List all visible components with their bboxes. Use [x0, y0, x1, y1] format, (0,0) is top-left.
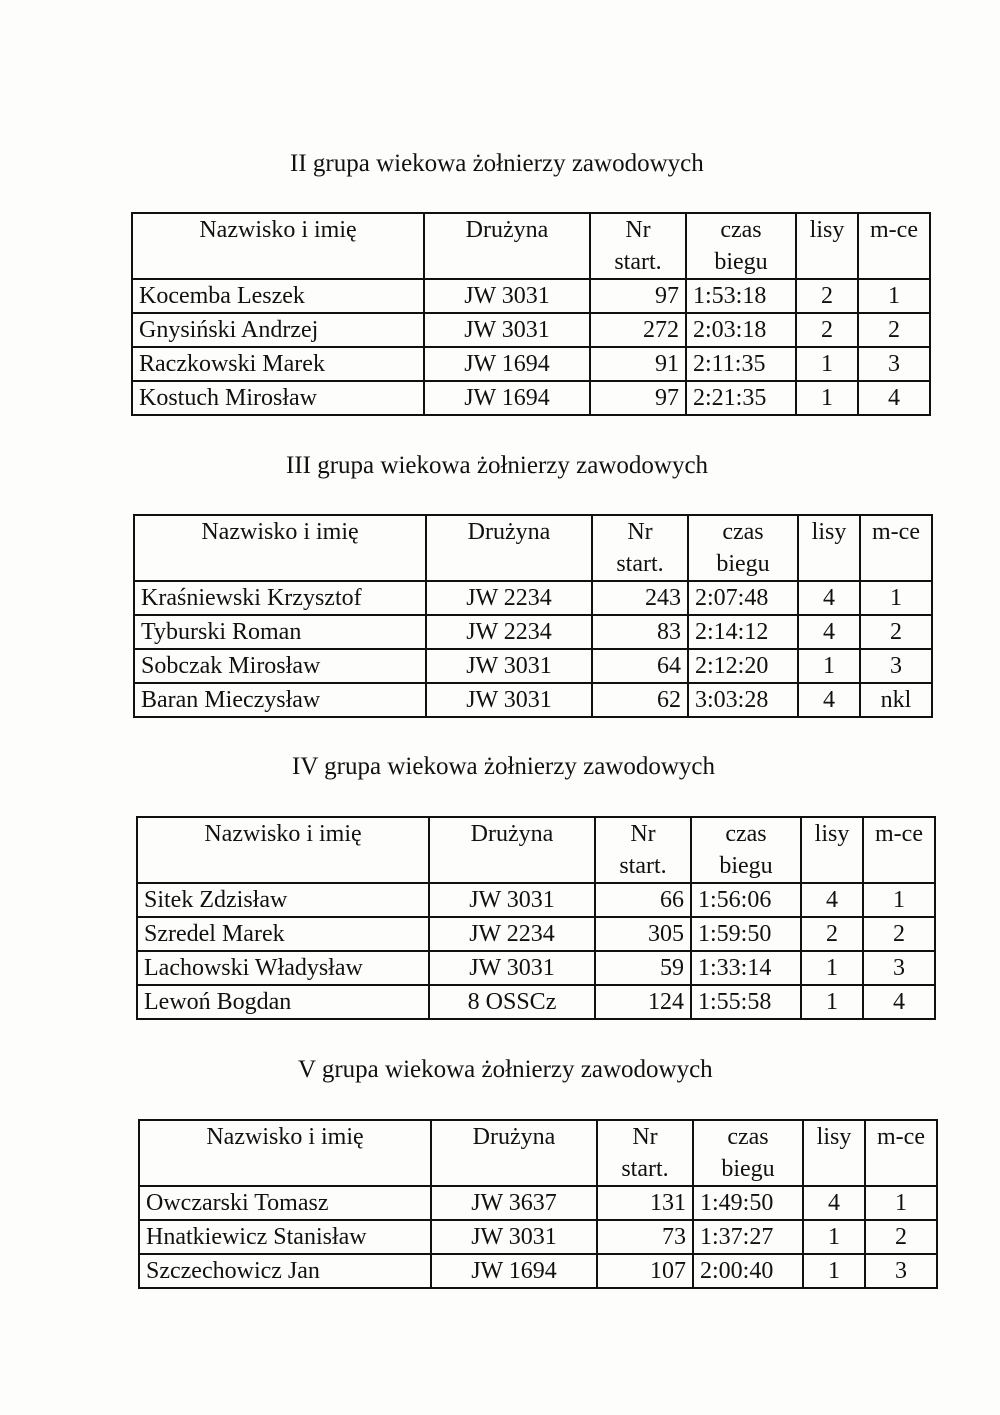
start-number-cell: 91 — [590, 347, 686, 381]
place-cell: 2 — [860, 615, 932, 649]
team-cell: JW 3637 — [431, 1186, 597, 1220]
start-number-cell: 243 — [592, 581, 688, 615]
table-row — [134, 649, 932, 683]
foxes-count-cell: 4 — [798, 581, 860, 615]
place-cell: nkl — [860, 683, 932, 717]
place-cell: 1 — [860, 581, 932, 615]
competitor-name-cell: Tyburski Roman — [134, 615, 426, 649]
place-cell: 2 — [865, 1220, 937, 1254]
results-table-group-3 — [133, 514, 933, 718]
start-number-cell: 62 — [592, 683, 688, 717]
run-time-cell: 2:14:12 — [688, 615, 798, 649]
header-start-number: Nr start. — [595, 817, 691, 883]
results-table-group-5 — [138, 1119, 938, 1289]
header-foxes: lisy — [796, 213, 858, 279]
place-cell: 1 — [863, 883, 935, 917]
table-header-row — [139, 1120, 937, 1186]
competitor-name-cell: Lachowski Władysław — [137, 951, 429, 985]
start-number-cell: 59 — [595, 951, 691, 985]
run-time-cell: 1:55:58 — [691, 985, 801, 1019]
table-row — [139, 1254, 937, 1288]
team-cell: JW 3031 — [424, 279, 590, 313]
table-row — [139, 1186, 937, 1220]
foxes-count-cell: 1 — [803, 1254, 865, 1288]
competitor-name-cell: Szredel Marek — [137, 917, 429, 951]
table-header-row — [137, 817, 935, 883]
table-row — [137, 883, 935, 917]
team-cell: JW 3031 — [426, 649, 592, 683]
competitor-name-cell: Owczarski Tomasz — [139, 1186, 431, 1220]
start-number-cell: 97 — [590, 279, 686, 313]
start-number-cell: 305 — [595, 917, 691, 951]
results-table-group-2 — [131, 212, 931, 416]
foxes-count-cell: 1 — [796, 347, 858, 381]
header-run-time: czas biegu — [688, 515, 798, 581]
foxes-count-cell: 2 — [801, 917, 863, 951]
results-table-group-4 — [136, 816, 936, 1020]
run-time-cell: 1:33:14 — [691, 951, 801, 985]
place-cell: 1 — [858, 279, 930, 313]
run-time-cell: 2:03:18 — [686, 313, 796, 347]
competitor-name-cell: Sobczak Mirosław — [134, 649, 426, 683]
header-place: m-ce — [860, 515, 932, 581]
header-team: Drużyna — [431, 1120, 597, 1186]
foxes-count-cell: 2 — [796, 313, 858, 347]
competitor-name-cell: Baran Mieczysław — [134, 683, 426, 717]
start-number-cell: 272 — [590, 313, 686, 347]
header-name: Nazwisko i imię — [134, 515, 426, 581]
foxes-count-cell: 4 — [803, 1186, 865, 1220]
table-row — [132, 313, 930, 347]
foxes-count-cell: 1 — [796, 381, 858, 415]
table-row — [134, 615, 932, 649]
team-cell: JW 1694 — [431, 1254, 597, 1288]
header-foxes: lisy — [798, 515, 860, 581]
place-cell: 1 — [865, 1186, 937, 1220]
competitor-name-cell: Kraśniewski Krzysztof — [134, 581, 426, 615]
foxes-count-cell: 4 — [801, 883, 863, 917]
header-team: Drużyna — [424, 213, 590, 279]
place-cell: 3 — [863, 951, 935, 985]
place-cell: 4 — [863, 985, 935, 1019]
run-time-cell: 2:00:40 — [693, 1254, 803, 1288]
start-number-cell: 131 — [597, 1186, 693, 1220]
start-number-cell: 107 — [597, 1254, 693, 1288]
run-time-cell: 2:21:35 — [686, 381, 796, 415]
header-team: Drużyna — [429, 817, 595, 883]
table-row — [139, 1220, 937, 1254]
group-title: IV grupa wiekowa żołnierzy zawodowych — [292, 753, 715, 780]
foxes-count-cell: 1 — [801, 951, 863, 985]
header-place: m-ce — [858, 213, 930, 279]
start-number-cell: 83 — [592, 615, 688, 649]
foxes-count-cell: 4 — [798, 683, 860, 717]
header-run-time: czas biegu — [691, 817, 801, 883]
header-run-time: czas biegu — [686, 213, 796, 279]
header-start-number: Nr start. — [592, 515, 688, 581]
table-header-row — [134, 515, 932, 581]
table-header-row — [132, 213, 930, 279]
place-cell: 3 — [858, 347, 930, 381]
team-cell: JW 2234 — [426, 615, 592, 649]
header-place: m-ce — [865, 1120, 937, 1186]
team-cell: JW 3031 — [426, 683, 592, 717]
run-time-cell: 1:53:18 — [686, 279, 796, 313]
run-time-cell: 2:11:35 — [686, 347, 796, 381]
table-row — [137, 951, 935, 985]
foxes-count-cell: 1 — [798, 649, 860, 683]
group-title: II grupa wiekowa żołnierzy zawodowych — [290, 150, 704, 177]
team-cell: JW 1694 — [424, 347, 590, 381]
header-place: m-ce — [863, 817, 935, 883]
competitor-name-cell: Hnatkiewicz Stanisław — [139, 1220, 431, 1254]
place-cell: 2 — [858, 313, 930, 347]
foxes-count-cell: 1 — [801, 985, 863, 1019]
team-cell: JW 2234 — [426, 581, 592, 615]
header-name: Nazwisko i imię — [137, 817, 429, 883]
table-row — [137, 917, 935, 951]
header-start-number: Nr start. — [597, 1120, 693, 1186]
start-number-cell: 124 — [595, 985, 691, 1019]
team-cell: JW 3031 — [424, 313, 590, 347]
place-cell: 3 — [865, 1254, 937, 1288]
start-number-cell: 64 — [592, 649, 688, 683]
foxes-count-cell: 1 — [803, 1220, 865, 1254]
team-cell: JW 3031 — [429, 951, 595, 985]
run-time-cell: 1:59:50 — [691, 917, 801, 951]
header-foxes: lisy — [803, 1120, 865, 1186]
run-time-cell: 1:56:06 — [691, 883, 801, 917]
table-row — [134, 581, 932, 615]
competitor-name-cell: Kocemba Leszek — [132, 279, 424, 313]
table-row — [132, 381, 930, 415]
header-name: Nazwisko i imię — [139, 1120, 431, 1186]
team-cell: JW 2234 — [429, 917, 595, 951]
competitor-name-cell: Lewoń Bogdan — [137, 985, 429, 1019]
group-title: V grupa wiekowa żołnierzy zawodowych — [298, 1056, 713, 1083]
run-time-cell: 3:03:28 — [688, 683, 798, 717]
header-name: Nazwisko i imię — [132, 213, 424, 279]
place-cell: 3 — [860, 649, 932, 683]
place-cell: 4 — [858, 381, 930, 415]
group-title: III grupa wiekowa żołnierzy zawodowych — [286, 452, 709, 479]
header-foxes: lisy — [801, 817, 863, 883]
competitor-name-cell: Gnysiński Andrzej — [132, 313, 424, 347]
start-number-cell: 97 — [590, 381, 686, 415]
header-team: Drużyna — [426, 515, 592, 581]
header-start-number: Nr start. — [590, 213, 686, 279]
header-run-time: czas biegu — [693, 1120, 803, 1186]
run-time-cell: 2:12:20 — [688, 649, 798, 683]
team-cell: JW 1694 — [424, 381, 590, 415]
team-cell: JW 3031 — [431, 1220, 597, 1254]
place-cell: 2 — [863, 917, 935, 951]
team-cell: 8 OSSCz — [429, 985, 595, 1019]
competitor-name-cell: Raczkowski Marek — [132, 347, 424, 381]
start-number-cell: 73 — [597, 1220, 693, 1254]
table-row — [137, 985, 935, 1019]
table-row — [134, 683, 932, 717]
table-row — [132, 347, 930, 381]
run-time-cell: 1:37:27 — [693, 1220, 803, 1254]
foxes-count-cell: 4 — [798, 615, 860, 649]
foxes-count-cell: 2 — [796, 279, 858, 313]
start-number-cell: 66 — [595, 883, 691, 917]
team-cell: JW 3031 — [429, 883, 595, 917]
table-row — [132, 279, 930, 313]
competitor-name-cell: Sitek Zdzisław — [137, 883, 429, 917]
competitor-name-cell: Szczechowicz Jan — [139, 1254, 431, 1288]
competitor-name-cell: Kostuch Mirosław — [132, 381, 424, 415]
run-time-cell: 1:49:50 — [693, 1186, 803, 1220]
run-time-cell: 2:07:48 — [688, 581, 798, 615]
